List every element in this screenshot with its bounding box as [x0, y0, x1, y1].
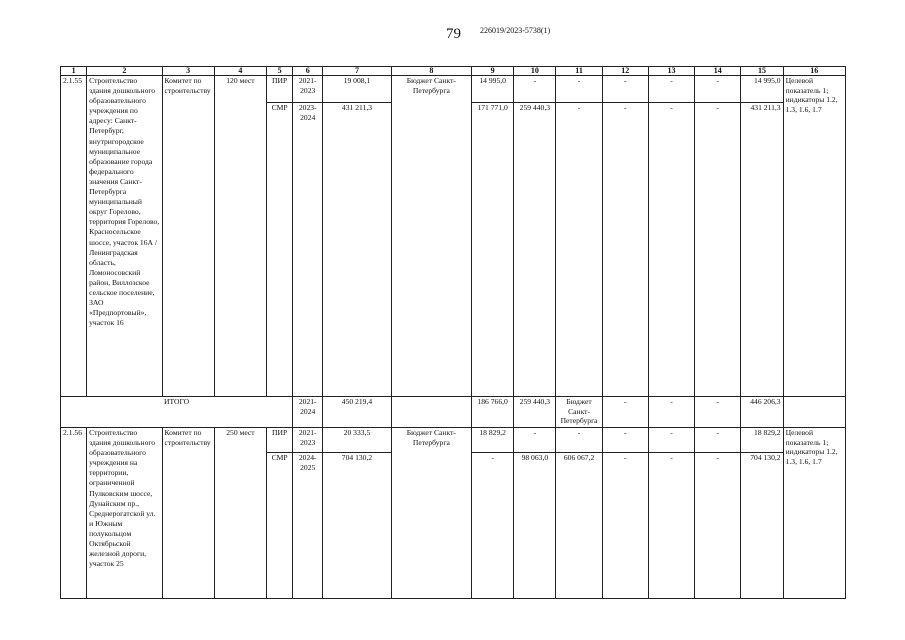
column-number: 9 — [472, 67, 514, 76]
column-number: 10 — [514, 67, 556, 76]
column-number: 12 — [602, 67, 648, 76]
table-row — [61, 76, 846, 103]
cell-c11: - — [556, 428, 602, 453]
cell-c15: 431 211,3 — [741, 103, 783, 397]
total-years: 2021-2024 — [293, 397, 323, 428]
funding-source: Бюджет Санкт-Петербурга — [391, 428, 471, 599]
object-name: Строительство здания дошкольного образовательного учреждения по адресу: Санкт-Петербург, внутригородское муниципальное образование города федерального значения Санкт-Петербурга муниципальный округ Горелово, территория Горелово, Красносельское шоссе, участок 16А / Ленинградская область, Ломоносовский район, Виллозское сельское поселение, ЗАО «Предпортовый», участок 16 — [87, 76, 162, 397]
total-c10: 259 440,3 — [514, 397, 556, 428]
cell-c15: 18 829,2 — [741, 428, 783, 453]
stage-type: СМР — [267, 103, 293, 397]
total-cost: 450 219,4 — [323, 397, 391, 428]
stage-type: ПИР — [267, 428, 293, 453]
capacity: 250 мест — [214, 428, 266, 599]
object-name: Строительство здания дошкольного образовательного учреждения на территории, ограниченной Пулковским шоссе, Дунайским пр., Среднерогатской ул. и Южным полукольцом Октябрьской железной дороги, участок 25 — [87, 428, 162, 599]
column-number: 13 — [648, 67, 694, 76]
total-empty — [391, 397, 471, 428]
cell-c14: - — [695, 76, 741, 103]
cell-c15: 704 130,2 — [741, 453, 783, 599]
total-row — [61, 397, 846, 428]
cell-c10: - — [514, 76, 556, 103]
column-number: 5 — [267, 67, 293, 76]
cell-c13: - — [648, 428, 694, 453]
total-c14: - — [695, 397, 741, 428]
cell-c11: - — [556, 76, 602, 103]
column-number: 15 — [741, 67, 783, 76]
stage-years: 2021-2023 — [293, 428, 323, 453]
document-id: 226019/2023-5738(1) — [480, 26, 551, 35]
page-number: 79 — [446, 26, 461, 42]
indicator: Целевой показатель 1; индикаторы 1.2, 1.3, 1.6, 1.7 — [783, 76, 845, 397]
cell-c9: 171 771,0 — [472, 103, 514, 397]
cell-c9: 14 995,0 — [472, 76, 514, 103]
total-source: Бюджет Санкт-Петербурга — [556, 397, 602, 428]
total-c9: 186 766,0 — [472, 397, 514, 428]
cell-c14: - — [695, 428, 741, 453]
cell-c11: 606 067,2 — [556, 453, 602, 599]
cell-c10: 259 440,3 — [514, 103, 556, 397]
column-number: 2 — [87, 67, 162, 76]
column-number: 14 — [695, 67, 741, 76]
total-empty — [783, 397, 845, 428]
stage-type: ПИР — [267, 76, 293, 103]
cell-c11: - — [556, 103, 602, 397]
cell-c13: - — [648, 453, 694, 599]
column-number: 16 — [783, 67, 845, 76]
program-table — [60, 66, 846, 599]
cell-c14: - — [695, 103, 741, 397]
cell-c13: - — [648, 76, 694, 103]
cell-c10: 98 063,0 — [514, 453, 556, 599]
column-number: 6 — [293, 67, 323, 76]
cell-c9: 18 829,2 — [472, 428, 514, 453]
total-c12: - — [602, 397, 648, 428]
customer: Комитет по строительству — [162, 76, 214, 397]
customer: Комитет по строительству — [162, 428, 214, 599]
row-number: 2.1.55 — [61, 76, 87, 397]
cell-c12: - — [602, 428, 648, 453]
total-label: ИТОГО — [61, 397, 293, 428]
row-number: 2.1.56 — [61, 428, 87, 599]
stage-cost: 19 008,1 — [323, 76, 391, 103]
table-row — [61, 428, 846, 453]
cell-c14: - — [695, 453, 741, 599]
stage-years: 2023-2024 — [293, 103, 323, 397]
stage-type: СМР — [267, 453, 293, 599]
cell-c13: - — [648, 103, 694, 397]
total-c13: - — [648, 397, 694, 428]
total-c15: 446 206,3 — [741, 397, 783, 428]
column-number: 8 — [391, 67, 471, 76]
funding-source: Бюджет Санкт-Петербурга — [391, 76, 471, 397]
column-number-row — [61, 67, 846, 76]
column-number: 11 — [556, 67, 602, 76]
cell-c12: - — [602, 103, 648, 397]
cell-c9: - — [472, 453, 514, 599]
cell-c12: - — [602, 76, 648, 103]
cell-c15: 14 995,0 — [741, 76, 783, 103]
stage-years: 2021-2023 — [293, 76, 323, 103]
column-number: 3 — [162, 67, 214, 76]
stage-cost: 20 333,5 — [323, 428, 391, 453]
column-number: 1 — [61, 67, 87, 76]
column-number: 7 — [323, 67, 391, 76]
column-number: 4 — [214, 67, 266, 76]
stage-years: 2024-2025 — [293, 453, 323, 599]
indicator: Целевой показатель 1; индикаторы 1.2, 1.3, 1.6, 1.7 — [783, 428, 845, 599]
cell-c12: - — [602, 453, 648, 599]
cell-c10: - — [514, 428, 556, 453]
stage-cost: 704 130,2 — [323, 453, 391, 599]
stage-cost: 431 211,3 — [323, 103, 391, 397]
capacity: 120 мест — [214, 76, 266, 397]
